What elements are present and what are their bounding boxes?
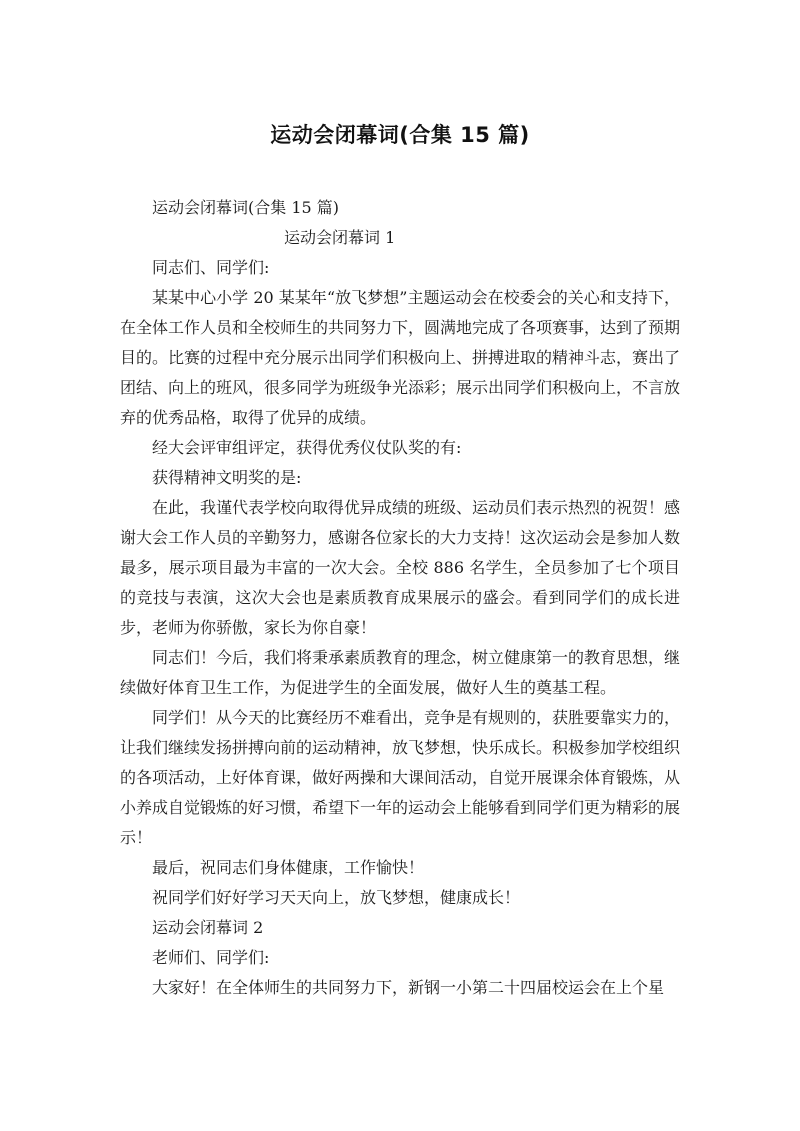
paragraph: 获得精神文明奖的是: bbox=[152, 468, 302, 487]
paragraph: 老师们、同学们: bbox=[152, 948, 270, 967]
paragraph: 祝同学们好好学习天天向上，放飞梦想，健康成长！ bbox=[152, 888, 521, 907]
paragraph: 同志们、同学们: bbox=[152, 258, 270, 277]
document-body bbox=[120, 193, 680, 1003]
document-title: 运动会闭幕词(合集 15 篇) bbox=[270, 123, 530, 147]
paragraph: 同学们！从今天的比赛经历不难看出，竞争是有规则的，获胜要靠实力的，让我们继续发扬拼搏向前的运动精神，放飞梦想，快乐成长。积极参加学校组织的各项活动，上好体育课，做好两操和大课间活动，自觉开展课余体育锻炼，从小养成自觉锻炼的好习惯，希望下一年的运动会上能够看到同学们更为精彩的展示！ bbox=[120, 708, 681, 847]
section-heading-1: 运动会闭幕词 1 bbox=[284, 228, 396, 247]
paragraph: 经大会评审组评定，获得优秀仪仗队奖的有: bbox=[152, 438, 462, 457]
paragraph: 在此，我谨代表学校向取得优异成绩的班级、运动员们表示热烈的祝贺！感谢大会工作人员的辛勤努力，感谢各位家长的大力支持！这次运动会是参加人数最多，展示项目最为丰富的一次大会。全校 886 名学生，全员参加了七个项目的竞技与表演，这次大会也是素质教育成果展示的盛会。看到同学们的成长进步，老师为你骄傲，家长为你自豪！ bbox=[120, 498, 681, 637]
subtitle-line: 运动会闭幕词(合集 15 篇) bbox=[152, 198, 340, 217]
paragraph: 某某中心小学 20 某某年“放飞梦想”主题运动会在校委会的关心和支持下，在全体工作人员和全校师生的共同努力下，圆满地完成了各项赛事，达到了预期目的。比赛的过程中充分展示出同学们积极向上、拼搏进取的精神斗志，赛出了团结、向上的班风，很多同学为班级争光添彩；展示出同学们积极向上，不言放弃的优秀品格，取得了优异的成绩。 bbox=[120, 288, 681, 427]
paragraph: 最后，祝同志们身体健康，工作愉快！ bbox=[152, 858, 425, 877]
paragraph: 同志们！今后，我们将秉承素质教育的理念，树立健康第一的教育思想，继续做好体育卫生工作，为促进学生的全面发展，做好人生的奠基工程。 bbox=[120, 648, 681, 697]
paragraph: 大家好！在全体师生的共同努力下，新钢一小第二十四届校运会在上个星 bbox=[152, 978, 665, 997]
section-heading-2: 运动会闭幕词 2 bbox=[152, 918, 264, 937]
